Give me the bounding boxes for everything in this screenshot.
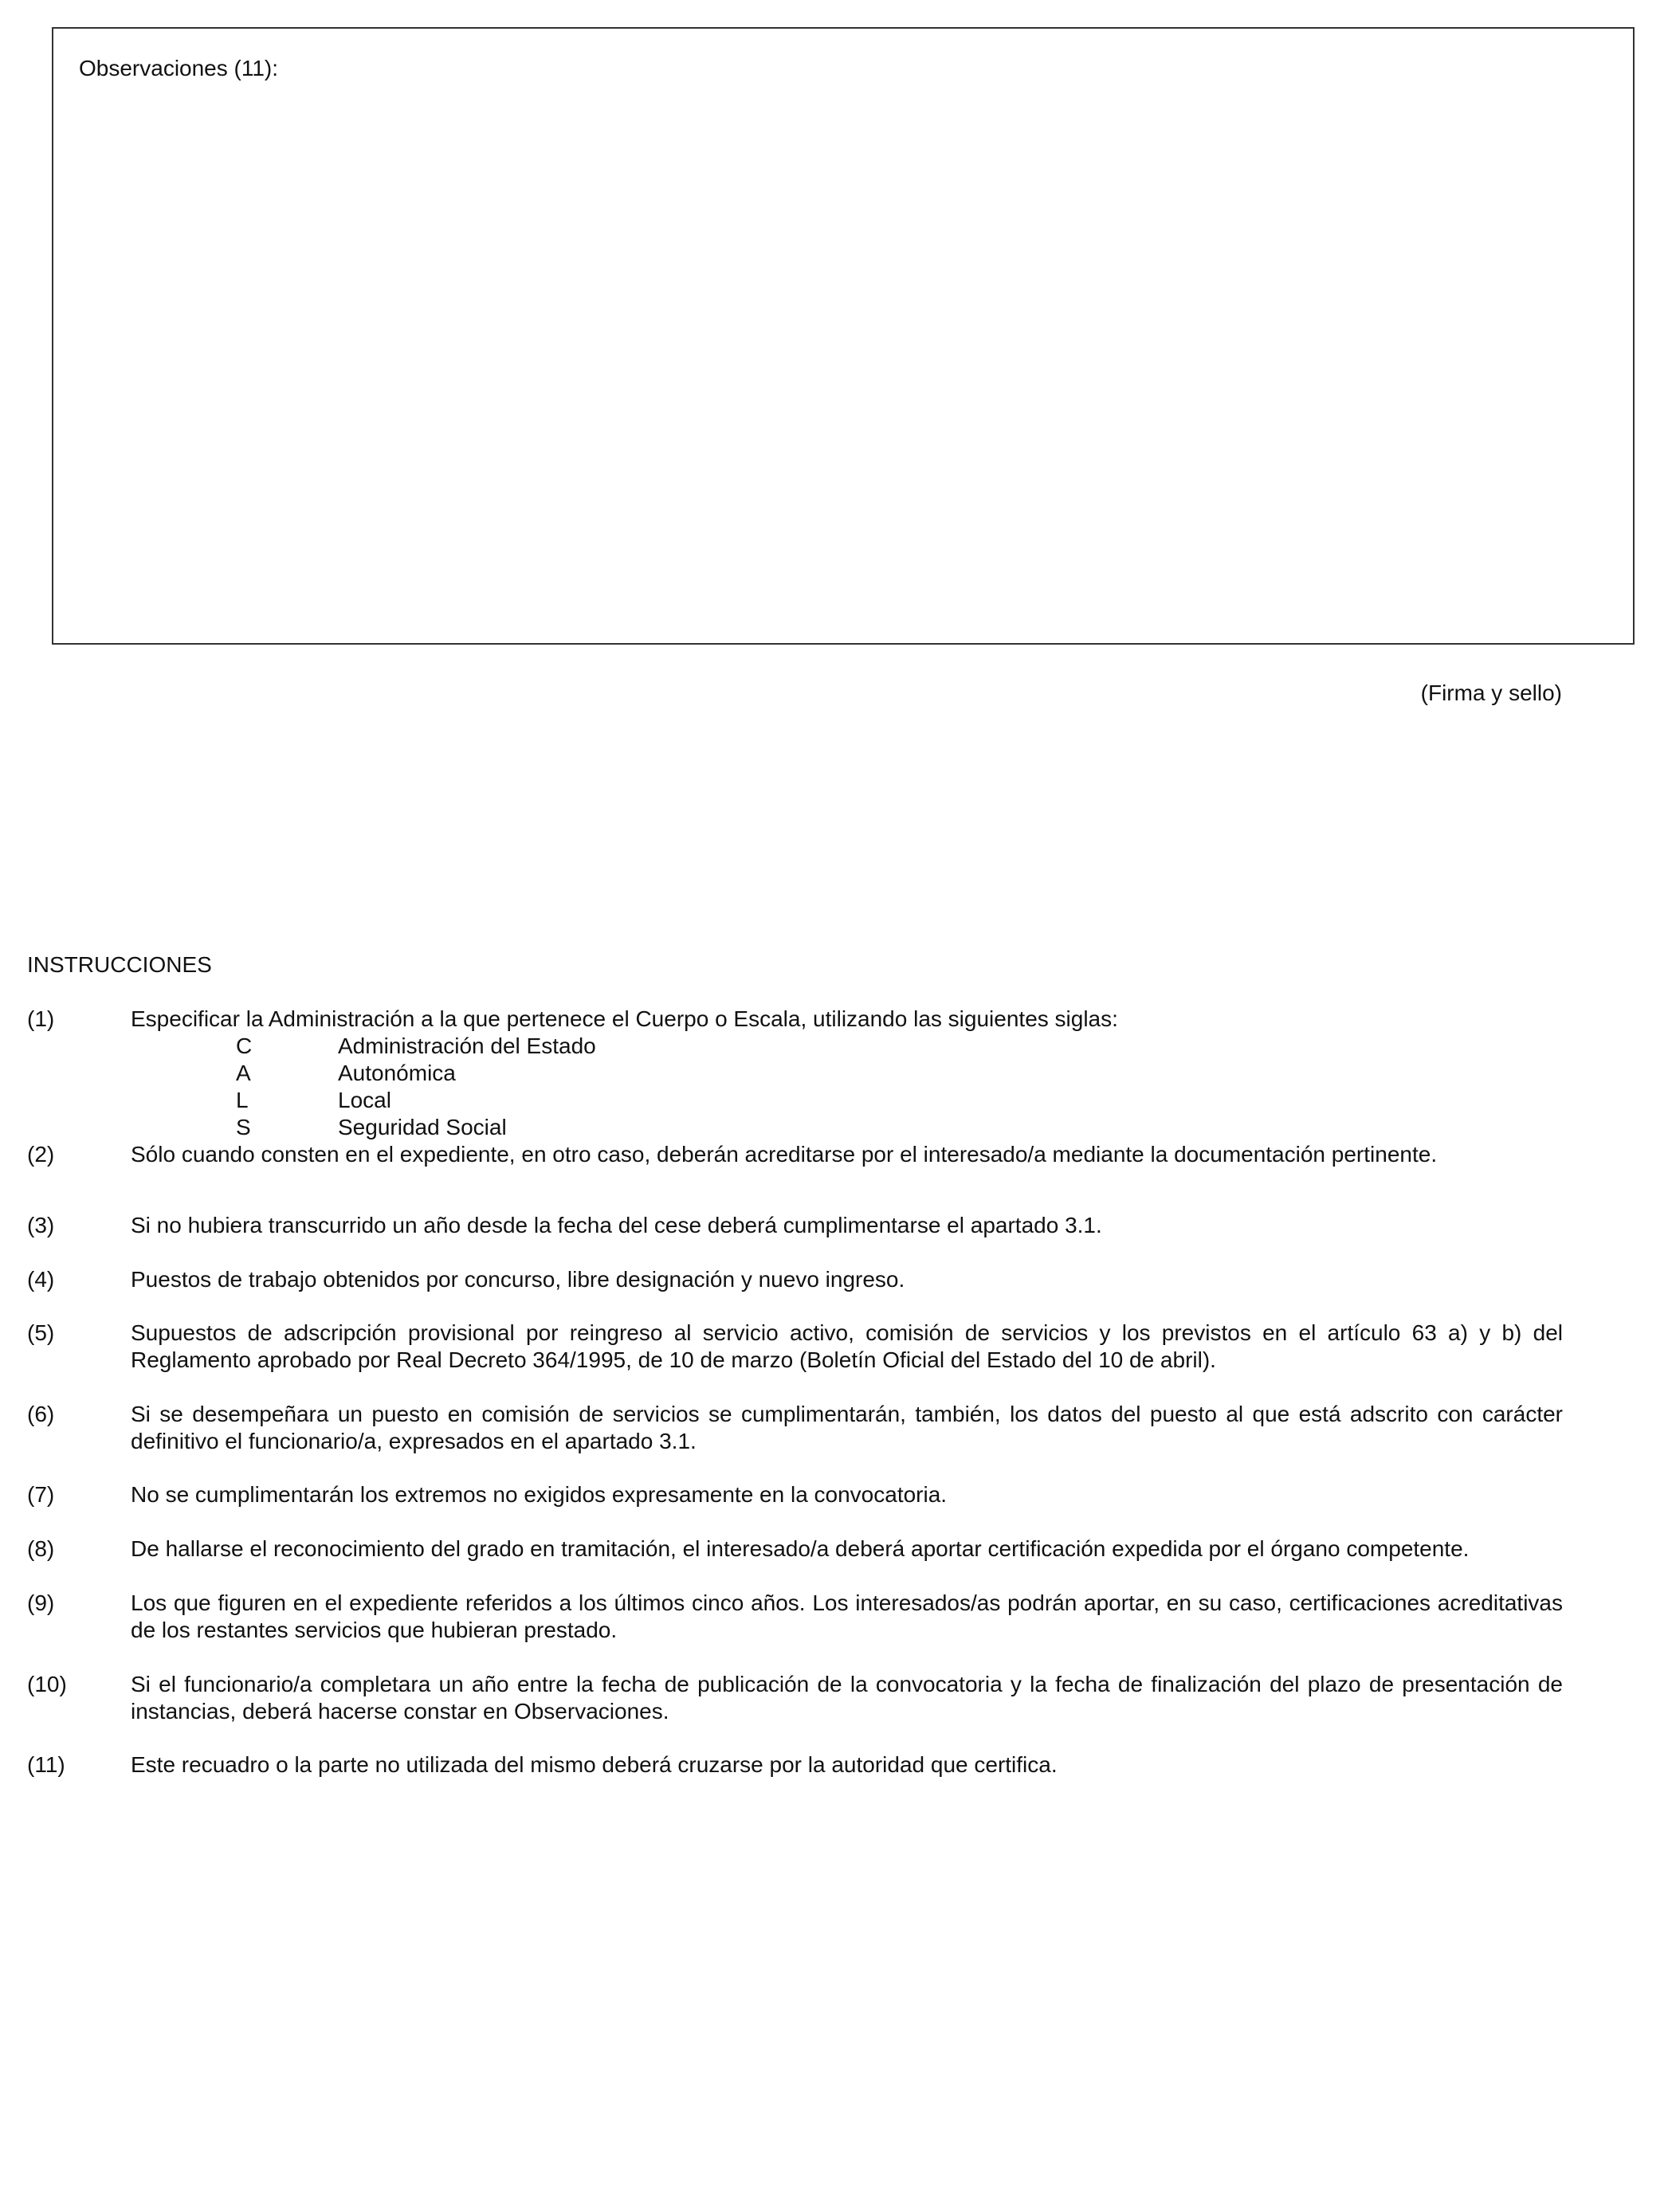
instruccion-number: (6) <box>27 1402 55 1426</box>
instruccion-number: (2) <box>27 1142 55 1167</box>
sigla-desc: Autonómica <box>338 1061 456 1085</box>
instruccion-11 <box>27 1751 1563 1779</box>
instrucciones-title: INSTRUCCIONES <box>27 952 212 977</box>
instruccion-number: (5) <box>27 1320 55 1345</box>
instruccion-2 <box>27 1141 1563 1168</box>
instruccion-text: Puestos de trabajo obtenidos por concurso, libre designación y nuevo ingreso. <box>131 1267 905 1292</box>
sigla-code: S <box>236 1115 251 1139</box>
instruccion-3 <box>27 1212 1563 1239</box>
instruccion-text: No se cumplimentarán los extremos no exigidos expresamente en la convocatoria. <box>131 1482 948 1507</box>
instruccion-9 <box>27 1590 1563 1644</box>
instruccion-number: (1) <box>27 1006 55 1031</box>
instruccion-8 <box>27 1535 1563 1563</box>
instruccion-text: Especificar la Administración a la que pertenece el Cuerpo o Escala, utilizando las siguientes siglas: <box>131 1006 1118 1031</box>
instruccion-number: (9) <box>27 1590 55 1615</box>
sigla-desc: Administración del Estado <box>338 1033 596 1058</box>
instruccion-text: Sólo cuando consten en el expediente, en otro caso, deberán acreditarse por el interesado/a mediante la documentación pertinente. <box>131 1142 1438 1167</box>
sigla-code: C <box>236 1033 253 1058</box>
observaciones-label: Observaciones (11): <box>79 56 279 80</box>
instruccion-4 <box>27 1266 1563 1293</box>
instruccion-number: (4) <box>27 1267 55 1292</box>
instruccion-number: (11) <box>27 1752 65 1777</box>
instruccion-text: Los que figuren en el expediente referidos a los últimos cinco años. Los interesados/as podrán aportar, en su caso, certificaciones acreditativas de los restantes servicios que hubieran prestado. <box>131 1590 1563 1642</box>
instruccion-number: (8) <box>27 1536 55 1561</box>
observaciones-box <box>52 27 1635 645</box>
instruccion-number: (10) <box>27 1672 67 1696</box>
instruccion-text: Este recuadro o la parte no utilizada del mismo deberá cruzarse por la autoridad que certifica. <box>131 1752 1058 1777</box>
instruccion-text: Si el funcionario/a completara un año entre la fecha de publicación de la convocatoria y la fecha de finalización del plazo de presentación de instancias, deberá hacerse constar en Observaciones. <box>131 1672 1563 1724</box>
sigla-desc: Local <box>338 1088 391 1112</box>
instruccion-7 <box>27 1481 1563 1508</box>
sigla-code: A <box>236 1061 251 1085</box>
sigla-desc: Seguridad Social <box>338 1115 507 1139</box>
instruccion-6 <box>27 1401 1563 1455</box>
sigla-code: L <box>236 1088 249 1112</box>
instruccion-1 <box>27 1006 1563 1033</box>
firma-y-sello: (Firma y sello) <box>1420 680 1562 705</box>
instruccion-text: Si no hubiera transcurrido un año desde la fecha del cese deberá cumplimentarse el apartado 3.1. <box>131 1213 1102 1237</box>
instruccion-text: De hallarse el reconocimiento del grado en tramitación, el interesado/a deberá aportar certificación expedida por el órgano competente. <box>131 1536 1470 1561</box>
instruccion-number: (7) <box>27 1482 55 1507</box>
instruccion-text: Si se desempeñara un puesto en comisión de servicios se cumplimentarán, también, los datos del puesto al que está adscrito con carácter definitivo el funcionario/a, expresados en el apartado 3.1. <box>131 1402 1563 1453</box>
instruccion-5 <box>27 1320 1563 1374</box>
instruccion-10 <box>27 1671 1563 1725</box>
instruccion-number: (3) <box>27 1213 55 1237</box>
instruccion-text: Supuestos de adscripción provisional por reingreso al servicio activo, comisión de servicios y los previstos en el artículo 63 a) y b) del Reglamento aprobado por Real Decreto 364/1995, de 10 de marzo (Boletín Oficial del Estado del 10 de abril). <box>131 1320 1563 1372</box>
